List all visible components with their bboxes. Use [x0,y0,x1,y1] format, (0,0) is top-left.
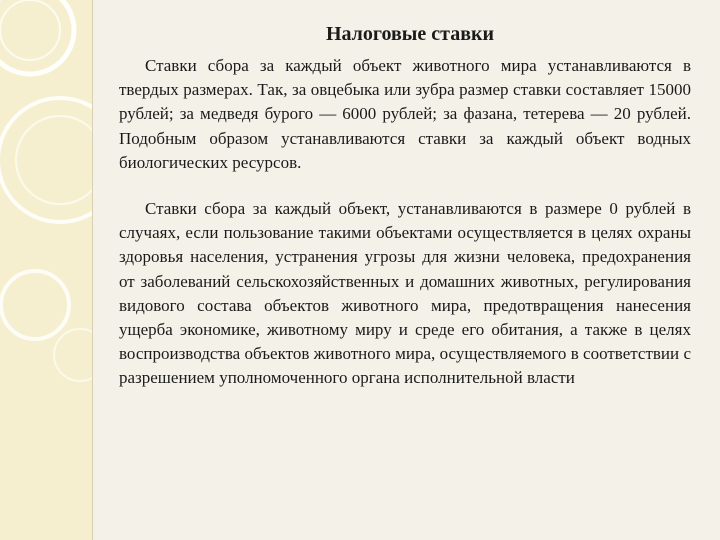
decorative-circles-icon [0,0,92,540]
paragraph-rates: Ставки сбора за каждый объект животного мира устанавливаются в твердых размерах. Так, за овцебыка или зубра размер ставки составляет 15000 рублей; за медведя бурого — 6000 рублей; за фазана, тетерева — 20 рублей. Подобным образом устанавливаются ставки за каждый объект водных биологических ресурсов. [119,56,691,172]
paragraph-zero-rates: Ставки сбора за каждый объект, устанавливаются в размере 0 рублей в случаях, если пользование такими объектами осуществляется в целях охраны здоровья населения, устранения угрозы для жизни человека, предохранения от заболеваний сельскохозяйственных и домашних животных, регулирования видового состава объектов животного мира, предотвращения нанесения ущерба экономике, животному миру и среде его обитания, а также в целях воспроизводства объектов животного мира, осуществляемого в соответствии с разрешением уполномоченного органа исполнительной власти [119,199,691,388]
slide-content [119,20,691,391]
decorative-side-panel [0,0,93,540]
page-title: Налоговые ставки [325,23,495,45]
